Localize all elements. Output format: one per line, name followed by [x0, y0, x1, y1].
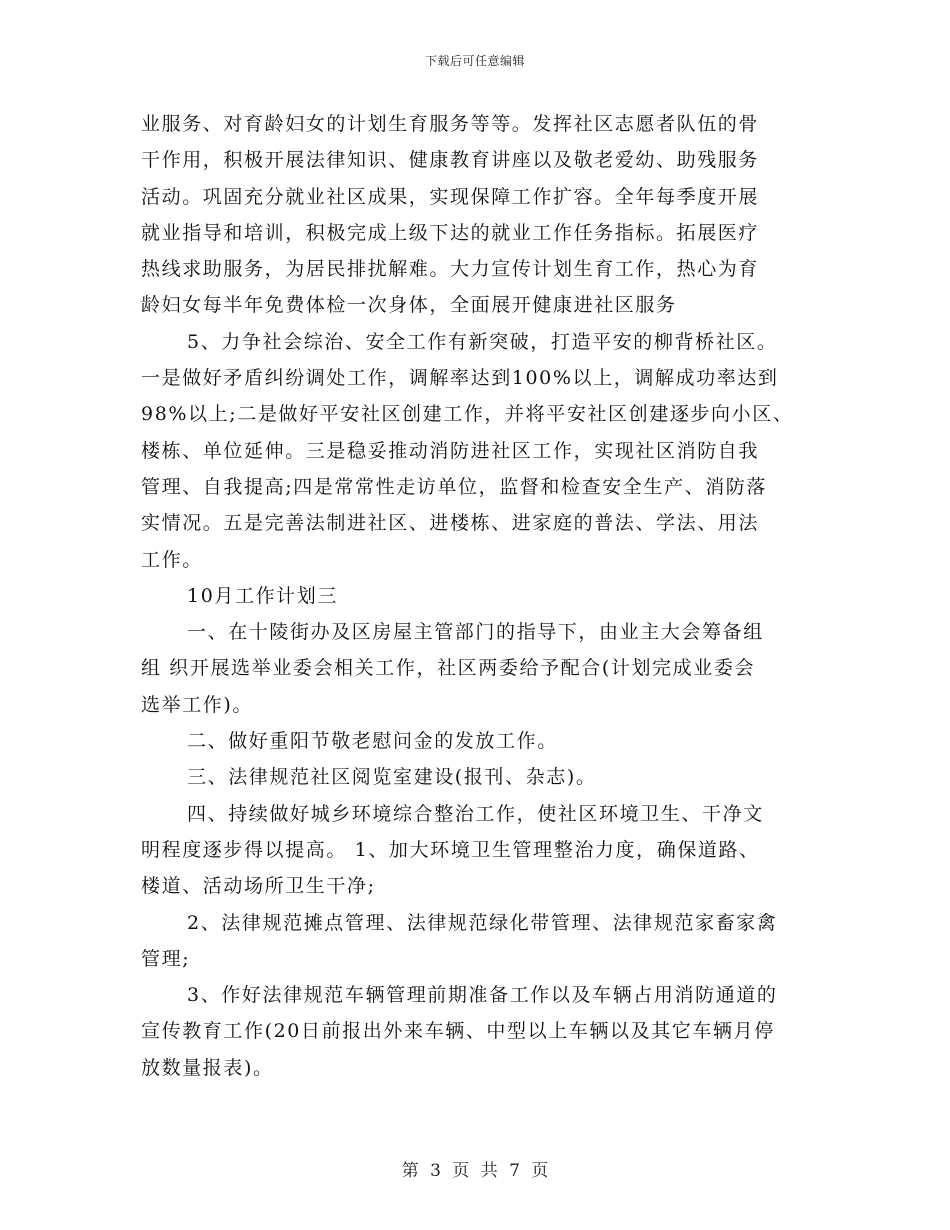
text-line: 龄妇女每半年免费体检一次身体，全面展开健康进社区服务	[141, 294, 677, 317]
text-line: 2、法律规范摊点管理、法律规范绿化带管理、法律规范家畜家禽	[187, 911, 778, 934]
text-line: 明程度逐步得以提高。 1、加大环境卫生管理整治力度，确保道路、	[141, 838, 760, 861]
text-line: 工作。	[141, 548, 203, 571]
page-header: 下载后可任意编辑	[424, 54, 525, 68]
text-line: 热线求助服务，为居民排扰解难。大力宣传计划生育工作，热心为育	[141, 258, 760, 281]
page-number: 第 3 页 共 7 页	[401, 1161, 549, 1181]
text-line: 楼栋、单位延伸。三是稳妥推动消防进社区工作，实现社区消防自我	[141, 439, 760, 462]
text-line: 业服务、对育龄妇女的计划生育服务等等。发挥社区志愿者队伍的骨	[141, 113, 760, 135]
text-line: 二、做好重阳节敬老慰问金的发放工作。	[187, 730, 558, 753]
text-line: 活动。巩固充分就业社区成果，实现保障工作扩容。全年每季度开展	[141, 185, 760, 208]
text-line: 管理;	[141, 947, 191, 970]
text-line: 实情况。五是完善法制进社区、进楼栋、进家庭的普法、学法、用法	[141, 512, 760, 535]
body-text	[141, 106, 809, 1086]
text-line: 一是做好矛盾纠纷调处工作，调解率达到100%以上，调解成功率达到	[141, 367, 779, 390]
text-line: 放数量报表)。	[141, 1056, 274, 1079]
text-line: 98%以上;二是做好平安社区创建工作，并将平安社区创建逐步向小区、	[141, 403, 794, 426]
text-line: 一、在十陵街办及区房屋主管部门的指导下，由业主大会筹备组	[187, 621, 764, 644]
text-line: 三、法律规范社区阅览室建设(报刊、杂志)。	[187, 766, 597, 789]
text-line: 四、持续做好城乡环境综合整治工作，使社区环境卫生、干净文	[187, 802, 764, 825]
text-line: 选举工作)。	[141, 693, 254, 716]
text-line: 干作用，积极开展法律知识、健康教育讲座以及敬老爱幼、助残服务	[141, 149, 760, 172]
text-line: 5、力争社会综治、安全工作有新突破，打造平安的柳背桥社区。	[187, 330, 778, 353]
section-heading: 10月工作计划三	[187, 584, 338, 607]
text-line: 宣传教育工作(20日前报出外来车辆、中型以上车辆以及其它车辆月停	[141, 1020, 775, 1043]
text-line: 楼道、活动场所卫生干净;	[141, 875, 376, 898]
text-line: 3、作好法律规范车辆管理前期准备工作以及车辆占用消防通道的	[187, 984, 778, 1007]
text-line: 就业指导和培训，积极完成上级下达的就业工作任务指标。拓展医疗	[141, 221, 760, 244]
text-line: 组 织开展选举业委会相关工作，社区两委给予配合(计划完成业委会	[141, 657, 756, 680]
text-line: 管理、自我提高;四是常常性走访单位，监督和检查安全生产、消防落	[141, 475, 768, 498]
